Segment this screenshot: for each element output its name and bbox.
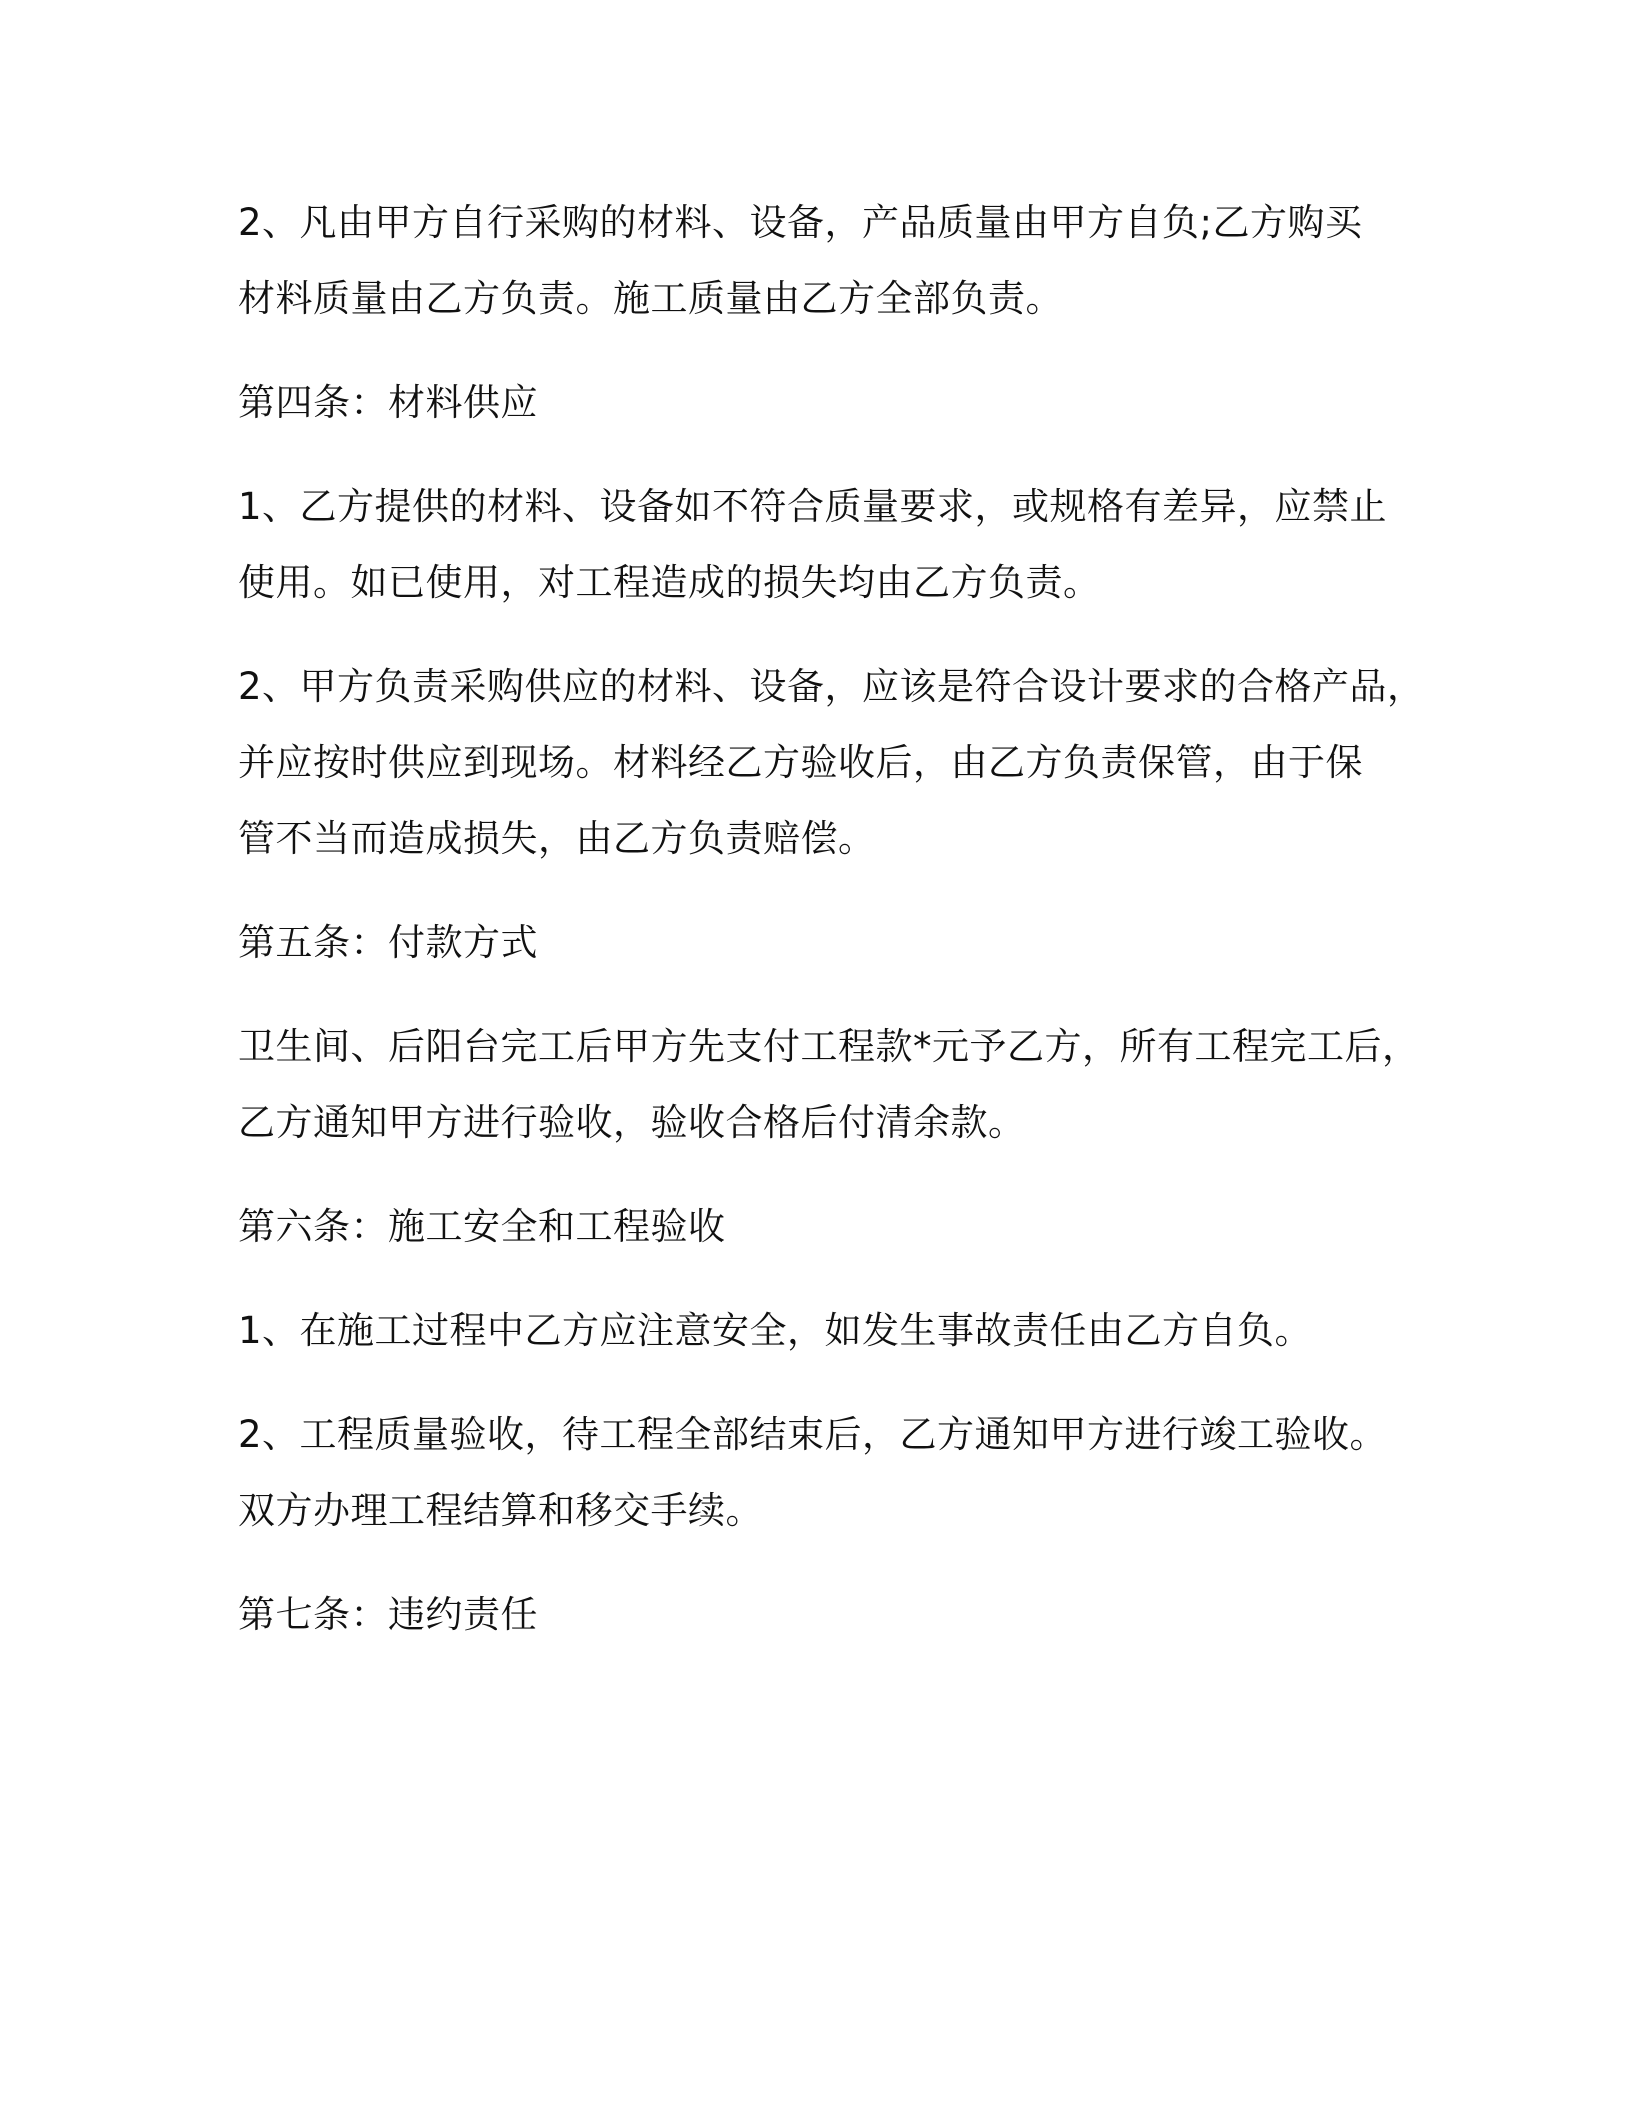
section-heading: [238, 1189, 1438, 1265]
clause-paragraph: [238, 649, 1438, 877]
section-heading: [238, 365, 1438, 441]
text-line: 双方办理工程结算和移交手续。: [238, 1489, 763, 1532]
clause-paragraph: [238, 185, 1438, 337]
text-line: 使用。如已使用，对工程造成的损失均由乙方负责。: [238, 561, 1101, 604]
clause-paragraph: [238, 1293, 1438, 1369]
clause-paragraph: [238, 1397, 1438, 1549]
heading-text: 第四条：材料供应: [238, 381, 538, 424]
text-line: 2、工程质量验收，待工程全部结束后，乙方通知甲方进行竣工验收。: [238, 1413, 1388, 1456]
clause-paragraph: [238, 469, 1438, 621]
text-line: 2、甲方负责采购供应的材料、设备，应该是符合设计要求的合格产品，: [238, 665, 1425, 708]
text-line: 管不当而造成损失，由乙方负责赔偿。: [238, 817, 876, 860]
section-heading: [238, 1577, 1438, 1653]
document-body: [238, 185, 1438, 1681]
text-line: 2、凡由甲方自行采购的材料、设备，产品质量由甲方自负;乙方购买: [238, 201, 1363, 244]
text-line: 1、乙方提供的材料、设备如不符合质量要求，或规格有差异，应禁止: [238, 485, 1388, 528]
heading-text: 第六条：施工安全和工程验收: [238, 1205, 726, 1248]
text-line: 并应按时供应到现场。材料经乙方验收后，由乙方负责保管，由于保: [238, 741, 1363, 784]
text-line: 卫生间、后阳台完工后甲方先支付工程款*元予乙方，所有工程完工后，: [238, 1025, 1420, 1068]
clause-paragraph: [238, 1009, 1438, 1161]
section-heading: [238, 905, 1438, 981]
text-line: 材料质量由乙方负责。施工质量由乙方全部负责。: [238, 277, 1063, 320]
text-line: 1、在施工过程中乙方应注意安全，如发生事故责任由乙方自负。: [238, 1309, 1313, 1352]
heading-text: 第五条：付款方式: [238, 921, 538, 964]
heading-text: 第七条：违约责任: [238, 1593, 538, 1636]
text-line: 乙方通知甲方进行验收，验收合格后付清余款。: [238, 1101, 1026, 1144]
